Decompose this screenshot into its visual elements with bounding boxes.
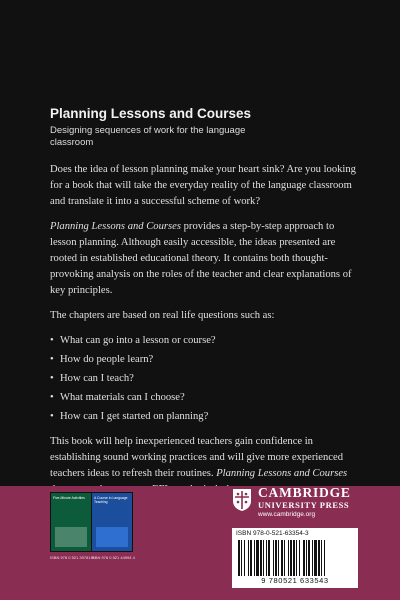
publisher-name: CAMBRIDGE: [258, 485, 351, 500]
book-title: Planning Lessons and Courses: [50, 106, 252, 121]
list-item-text: How can I teach?: [60, 373, 134, 384]
barcode-icon: [236, 540, 354, 576]
list-item: [50, 409, 360, 425]
blurb: [50, 106, 360, 507]
list-item-text: What materials can I choose?: [60, 392, 185, 403]
list-item-text: What can go into a lesson or course?: [60, 335, 216, 346]
list-item: [50, 371, 360, 387]
cover-image: [96, 527, 128, 547]
barcode-digits: 9 780521 633543: [261, 576, 329, 585]
list-item: [50, 352, 360, 368]
related-book-cover: [50, 492, 92, 552]
bullet: •: [50, 335, 54, 346]
title-italic: Planning Lessons and Courses: [50, 221, 181, 232]
chapters-intro: The chapters are based on real life questions such as:: [50, 310, 275, 321]
bullet: •: [50, 392, 54, 403]
approach-text: provides a step-by-step approach to lesson planning. Although easily accessible, the ideas presented are rooted in established educational theory. It contains both thought-provoking analysis on the roles of the teacher and clear explanations of key principles.: [50, 221, 352, 296]
related-book-title: A Course in Language Teaching: [94, 496, 128, 504]
cover-image: [55, 527, 87, 547]
list-item-text: How do people learn?: [60, 354, 154, 365]
related-book-isbn: ISBN 978 0 521 44994 4: [91, 555, 135, 560]
related-book-isbn: ISBN 978 0 521 39781 9: [50, 555, 94, 560]
bullet: •: [50, 411, 54, 422]
list-item: [50, 390, 360, 406]
question-list: [50, 333, 360, 425]
approach-paragraph: [50, 219, 360, 299]
publisher-website: www.cambridge.org: [258, 511, 316, 518]
book-subtitle: Designing sequences of work for the language classroom: [50, 125, 246, 148]
closing-text-start: This book will help inexperienced teachers gain confidence in establishing sound working practices and will give more experienced teachers ideas to refresh their routines.: [50, 436, 344, 479]
bullet: •: [50, 373, 54, 384]
title-italic: Planning Lessons and Courses: [216, 468, 348, 479]
intro-paragraph: Does the idea of lesson planning make your heart sink? Are you looking for a book that will take the everyday reality of the language classroom and translate it into a successful scheme of work?: [50, 164, 356, 207]
isbn-label: ISBN 978-0-521-63354-3: [236, 530, 309, 537]
related-book-title: Five-Minute Activities: [53, 496, 85, 500]
publisher-logo: [258, 486, 351, 519]
related-book-cover: [91, 492, 133, 552]
bullet: •: [50, 354, 54, 365]
list-item-text: How can I get started on planning?: [60, 411, 209, 422]
cambridge-crest-icon: [232, 488, 252, 512]
publisher-subname: UNIVERSITY PRESS: [258, 500, 350, 510]
barcode-panel: [232, 528, 358, 588]
list-item: [50, 333, 360, 349]
